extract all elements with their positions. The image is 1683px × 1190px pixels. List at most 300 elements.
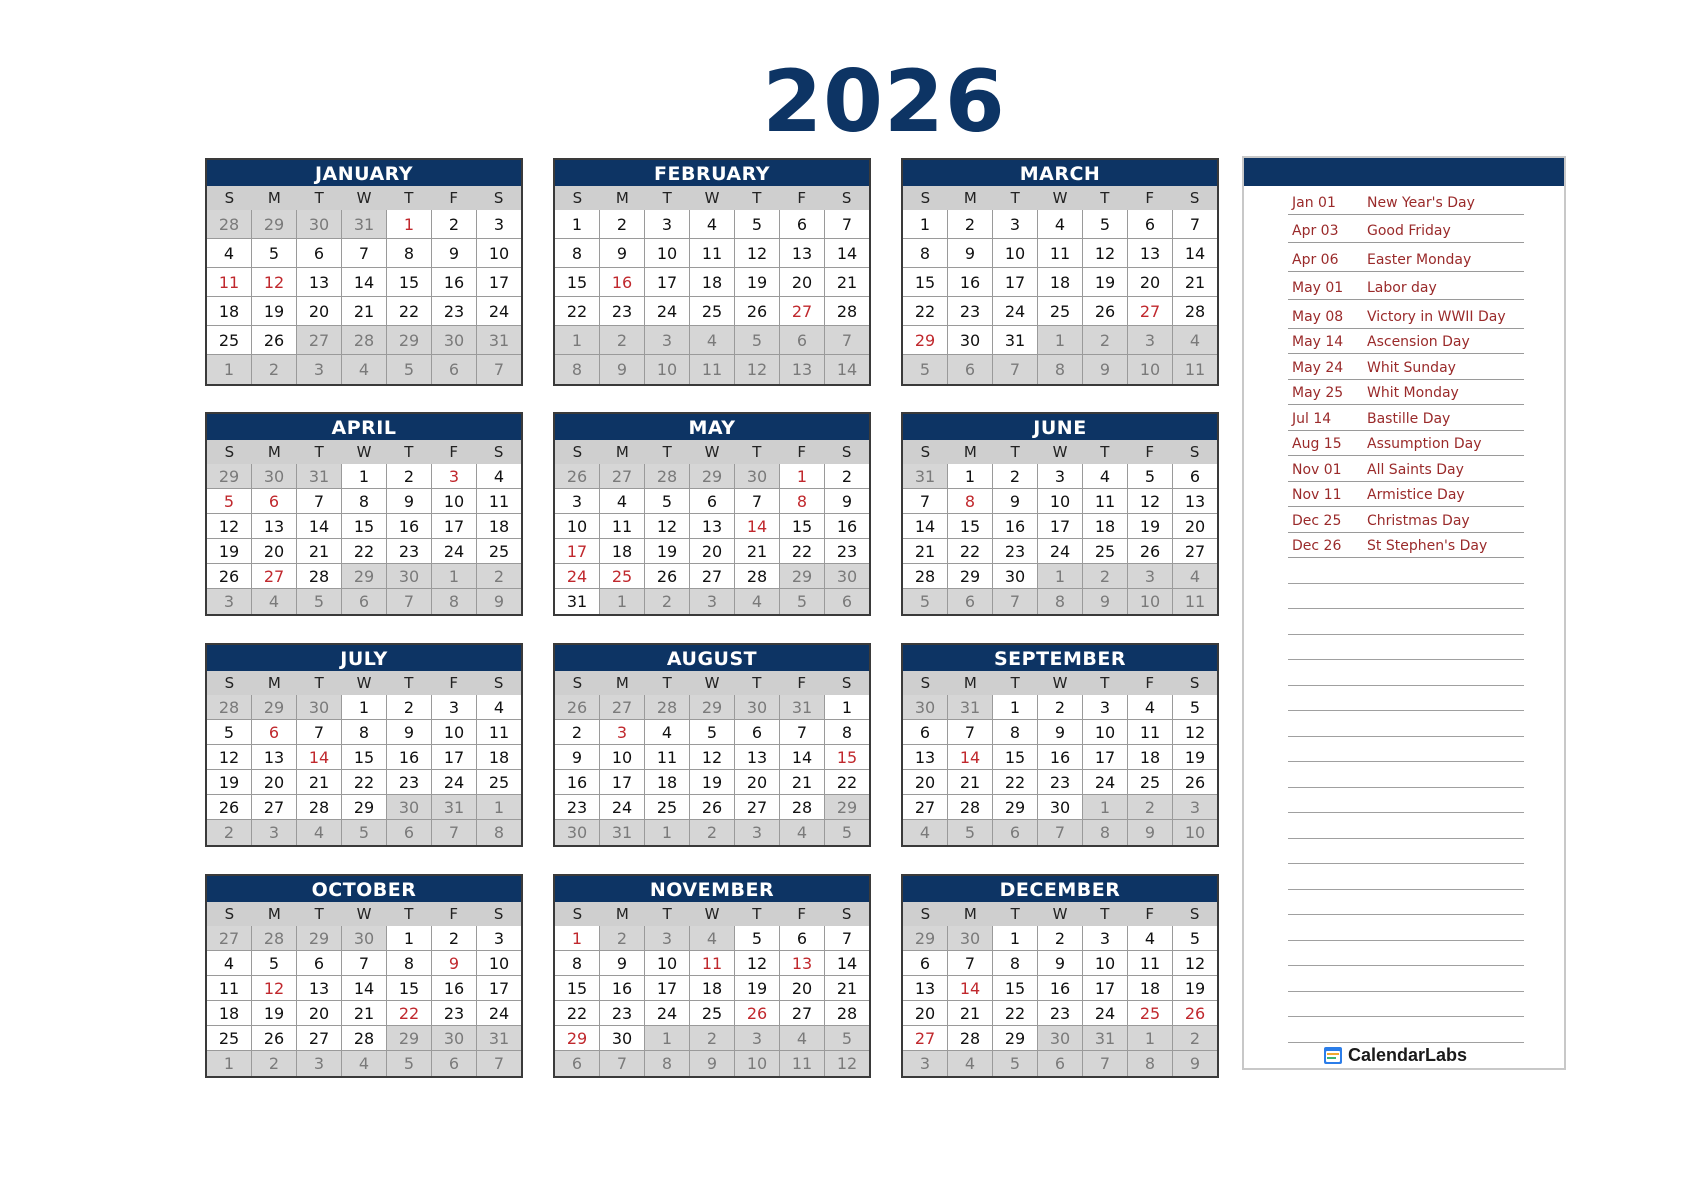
day-cell: 26 (252, 1026, 297, 1051)
day-cell: 16 (555, 770, 600, 795)
day-cell-other-month: 5 (948, 820, 993, 845)
day-cell-other-month: 5 (780, 589, 825, 614)
weekday-label: T (1010, 905, 1020, 923)
weekday-label: W (356, 443, 372, 461)
day-cell: 9 (600, 239, 645, 268)
day-cell-other-month: 7 (1038, 820, 1083, 845)
holiday-row (1288, 507, 1524, 533)
day-cell: 8 (993, 720, 1038, 745)
day-cell: 11 (645, 745, 690, 770)
week-row (207, 770, 521, 795)
holiday-name: Whit Sunday (1367, 359, 1456, 376)
day-cell: 28 (297, 795, 342, 820)
week-row (555, 564, 869, 589)
weekday-label: S (1189, 443, 1200, 461)
day-cell-other-month: 1 (645, 1026, 690, 1051)
day-cell: 29 (993, 1026, 1038, 1051)
month-december (901, 874, 1219, 1078)
day-cell-other-month: 30 (432, 1026, 477, 1051)
day-cell-other-month: 6 (555, 1051, 600, 1076)
week-row (207, 239, 521, 268)
week-row (903, 539, 1217, 564)
day-cell-other-month: 29 (690, 695, 735, 720)
day-cell: 2 (1038, 695, 1083, 720)
day-cell: 30 (600, 1026, 645, 1051)
day-cell-other-month: 5 (735, 326, 780, 355)
day-cell: 24 (600, 795, 645, 820)
day-cell-other-month: 27 (600, 695, 645, 720)
day-cell-other-month: 29 (252, 210, 297, 239)
month-title: APRIL (207, 414, 521, 440)
day-cell: 1 (342, 464, 387, 489)
day-cell-other-month: 5 (387, 355, 432, 384)
day-cell-holiday: 29 (555, 1026, 600, 1051)
day-cell: 22 (993, 770, 1038, 795)
week-row (555, 297, 869, 326)
day-cell-other-month: 3 (1173, 795, 1217, 820)
day-cell: 16 (1038, 976, 1083, 1001)
blank-note-line (1288, 711, 1524, 737)
day-cell: 17 (1038, 514, 1083, 539)
day-cell-other-month: 28 (207, 210, 252, 239)
day-cell: 10 (600, 745, 645, 770)
day-cell: 24 (993, 297, 1038, 326)
month-january (205, 158, 523, 386)
weekday-header-row (207, 440, 521, 464)
day-cell-other-month: 28 (645, 695, 690, 720)
year-title: 2026 (762, 52, 1006, 152)
day-cell: 11 (1128, 720, 1173, 745)
day-cell-other-month: 8 (1038, 589, 1083, 614)
day-cell: 18 (1128, 745, 1173, 770)
day-cell: 14 (825, 951, 869, 976)
week-row (555, 695, 869, 720)
day-cell-other-month: 29 (903, 926, 948, 951)
month-september (901, 643, 1219, 847)
week-row (903, 770, 1217, 795)
holiday-date: May 25 (1292, 385, 1344, 401)
month-april (205, 412, 523, 616)
day-cell-other-month: 29 (690, 464, 735, 489)
weekday-label: W (356, 674, 372, 692)
day-cell-other-month: 5 (903, 589, 948, 614)
day-cell: 26 (207, 795, 252, 820)
day-cell: 8 (825, 720, 869, 745)
day-cell-other-month: 2 (1083, 564, 1128, 589)
holiday-row (1288, 380, 1524, 406)
weekday-label: S (920, 674, 931, 692)
weekday-label: F (449, 674, 459, 692)
day-cell: 25 (1038, 297, 1083, 326)
day-cell: 8 (555, 951, 600, 976)
blank-note-line (1288, 890, 1524, 916)
day-cell: 24 (1083, 1001, 1128, 1026)
day-cell: 3 (432, 695, 477, 720)
week-row (903, 589, 1217, 614)
day-cell-other-month: 6 (948, 355, 993, 384)
weekday-label: S (1189, 189, 1200, 207)
day-cell: 11 (477, 720, 521, 745)
day-cell: 6 (780, 926, 825, 951)
week-row (555, 355, 869, 384)
day-cell: 24 (477, 1001, 521, 1026)
weekday-label: S (920, 905, 931, 923)
week-row (903, 514, 1217, 539)
weekday-label: S (841, 443, 852, 461)
day-cell: 22 (993, 1001, 1038, 1026)
week-row (555, 539, 869, 564)
day-cell: 17 (477, 268, 521, 297)
day-cell-other-month: 9 (477, 589, 521, 614)
weekday-label: S (1189, 905, 1200, 923)
day-cell: 7 (297, 720, 342, 745)
day-cell: 18 (690, 976, 735, 1001)
month-march (901, 158, 1219, 386)
week-row (555, 951, 869, 976)
day-cell-other-month: 26 (555, 695, 600, 720)
holiday-name: Good Friday (1367, 223, 1451, 239)
day-cell-other-month: 3 (690, 589, 735, 614)
day-cell: 2 (387, 695, 432, 720)
month-title: AUGUST (555, 645, 869, 671)
weekday-label: S (493, 443, 504, 461)
weekday-label: S (572, 674, 583, 692)
weekday-label: W (704, 674, 720, 692)
day-cell: 10 (1083, 720, 1128, 745)
weekday-label: F (449, 189, 459, 207)
day-cell-other-month: 4 (1173, 564, 1217, 589)
day-cell-other-month: 6 (948, 589, 993, 614)
day-cell: 1 (825, 695, 869, 720)
day-cell: 28 (735, 564, 780, 589)
day-cell-other-month: 4 (903, 820, 948, 845)
week-row (555, 745, 869, 770)
week-row (207, 926, 521, 951)
day-cell-other-month: 6 (1038, 1051, 1083, 1076)
day-cell: 17 (432, 514, 477, 539)
day-cell: 5 (207, 720, 252, 745)
day-cell-holiday: 3 (432, 464, 477, 489)
day-cell-other-month: 2 (252, 355, 297, 384)
day-cell-holiday: 1 (780, 464, 825, 489)
day-cell: 6 (297, 951, 342, 976)
day-cell: 26 (1083, 297, 1128, 326)
day-cell: 18 (690, 268, 735, 297)
blank-note-line (1288, 915, 1524, 941)
day-cell: 11 (1083, 489, 1128, 514)
day-cell: 20 (1173, 514, 1217, 539)
day-cell: 28 (1173, 297, 1217, 326)
day-cell: 9 (432, 239, 477, 268)
day-cell: 19 (1173, 745, 1217, 770)
holiday-row (1288, 272, 1524, 301)
day-cell: 10 (477, 951, 521, 976)
month-november (553, 874, 871, 1078)
day-cell: 20 (1128, 268, 1173, 297)
day-cell: 2 (1038, 926, 1083, 951)
day-cell-other-month: 4 (948, 1051, 993, 1076)
day-cell: 19 (1173, 976, 1217, 1001)
day-cell-other-month: 11 (1173, 355, 1217, 384)
day-cell-other-month: 7 (432, 820, 477, 845)
day-cell: 24 (1083, 770, 1128, 795)
holiday-date: Dec 25 (1292, 512, 1342, 529)
day-cell-other-month: 2 (252, 1051, 297, 1076)
holiday-row (1288, 431, 1524, 457)
weekday-label: T (314, 905, 324, 923)
day-cell: 15 (948, 514, 993, 539)
day-cell: 4 (1128, 695, 1173, 720)
day-cell-holiday: 25 (1128, 1001, 1173, 1026)
day-cell-other-month: 3 (735, 1026, 780, 1051)
day-cell: 5 (735, 926, 780, 951)
day-cell: 21 (342, 297, 387, 326)
day-cell: 6 (690, 489, 735, 514)
weekday-label: W (1052, 189, 1068, 207)
holiday-row (1288, 300, 1524, 329)
month-february (553, 158, 871, 386)
day-cell-other-month: 9 (1083, 589, 1128, 614)
day-cell: 24 (645, 1001, 690, 1026)
day-cell: 22 (387, 297, 432, 326)
day-cell: 15 (780, 514, 825, 539)
day-cell-other-month: 2 (477, 564, 521, 589)
day-cell: 15 (387, 268, 432, 297)
blank-note-line (1288, 992, 1524, 1018)
weekday-label: T (1100, 674, 1110, 692)
day-cell: 17 (993, 268, 1038, 297)
day-cell: 8 (387, 951, 432, 976)
weekday-label: T (404, 443, 414, 461)
day-cell-holiday: 14 (297, 745, 342, 770)
day-cell: 20 (780, 976, 825, 1001)
day-cell: 5 (1128, 464, 1173, 489)
day-cell: 11 (1038, 239, 1083, 268)
day-cell: 2 (387, 464, 432, 489)
holiday-date: May 01 (1292, 280, 1344, 296)
day-cell: 15 (903, 268, 948, 297)
day-cell: 13 (1128, 239, 1173, 268)
week-row (207, 355, 521, 384)
weekday-label: M (615, 189, 629, 207)
weekday-label: F (1145, 905, 1155, 923)
week-row (555, 268, 869, 297)
day-cell-holiday: 17 (555, 539, 600, 564)
day-cell: 6 (903, 720, 948, 745)
day-cell-other-month: 4 (735, 589, 780, 614)
day-cell-other-month: 27 (297, 326, 342, 355)
day-cell-holiday: 27 (780, 297, 825, 326)
day-cell: 23 (600, 1001, 645, 1026)
day-cell-holiday: 6 (252, 489, 297, 514)
week-row (207, 745, 521, 770)
day-cell: 9 (387, 489, 432, 514)
day-cell-holiday: 24 (555, 564, 600, 589)
day-cell-other-month: 1 (600, 589, 645, 614)
day-cell-other-month: 6 (780, 326, 825, 355)
weekday-label: S (572, 905, 583, 923)
weekday-label: T (662, 189, 672, 207)
day-cell: 20 (735, 770, 780, 795)
weekday-label: S (224, 905, 235, 923)
day-cell: 24 (477, 297, 521, 326)
day-cell: 27 (690, 564, 735, 589)
day-cell-other-month: 7 (477, 355, 521, 384)
day-cell: 1 (555, 210, 600, 239)
week-row (555, 239, 869, 268)
day-cell: 27 (252, 795, 297, 820)
weekday-header-row (207, 902, 521, 926)
day-cell: 8 (342, 720, 387, 745)
day-cell-holiday: 27 (903, 1026, 948, 1051)
day-cell: 7 (297, 489, 342, 514)
month-title: MAY (555, 414, 869, 440)
week-row (903, 1026, 1217, 1051)
day-cell-other-month: 4 (690, 326, 735, 355)
week-row (555, 514, 869, 539)
day-cell-other-month: 8 (555, 355, 600, 384)
day-cell: 21 (342, 1001, 387, 1026)
holiday-date: Apr 06 (1292, 251, 1339, 268)
day-cell: 3 (993, 210, 1038, 239)
week-row (903, 355, 1217, 384)
weekday-label: F (797, 905, 807, 923)
day-cell: 6 (735, 720, 780, 745)
week-row (555, 720, 869, 745)
day-cell-other-month: 30 (297, 210, 342, 239)
day-cell-other-month: 30 (735, 464, 780, 489)
weekday-label: T (1010, 674, 1020, 692)
day-cell: 23 (387, 539, 432, 564)
day-cell-other-month: 4 (342, 1051, 387, 1076)
day-cell: 31 (555, 589, 600, 614)
day-cell: 18 (600, 539, 645, 564)
day-cell: 28 (342, 1026, 387, 1051)
day-cell: 11 (207, 976, 252, 1001)
day-cell: 29 (993, 795, 1038, 820)
day-cell-other-month: 30 (735, 695, 780, 720)
weekday-label: S (493, 905, 504, 923)
day-cell-other-month: 4 (690, 926, 735, 951)
day-cell: 23 (1038, 1001, 1083, 1026)
weekday-header-row (903, 902, 1217, 926)
day-cell-holiday: 3 (600, 720, 645, 745)
day-cell: 16 (387, 514, 432, 539)
week-row (207, 1001, 521, 1026)
day-cell: 13 (690, 514, 735, 539)
week-row (207, 589, 521, 614)
day-cell-other-month: 4 (297, 820, 342, 845)
holiday-row (1288, 405, 1524, 431)
weekday-label: M (267, 443, 281, 461)
blank-note-line (1288, 941, 1524, 967)
week-row (207, 268, 521, 297)
day-cell-holiday: 9 (432, 951, 477, 976)
day-cell-holiday: 14 (948, 745, 993, 770)
week-row (903, 564, 1217, 589)
month-august (553, 643, 871, 847)
day-cell: 19 (207, 770, 252, 795)
day-cell: 2 (600, 210, 645, 239)
day-cell: 17 (477, 976, 521, 1001)
day-cell: 30 (993, 564, 1038, 589)
day-cell: 8 (342, 489, 387, 514)
day-cell: 20 (903, 770, 948, 795)
weekday-label: T (404, 189, 414, 207)
holiday-name: Labor day (1367, 280, 1437, 296)
day-cell-holiday: 8 (780, 489, 825, 514)
day-cell: 26 (1128, 539, 1173, 564)
day-cell: 17 (645, 268, 690, 297)
day-cell: 17 (645, 976, 690, 1001)
day-cell: 19 (690, 770, 735, 795)
day-cell: 5 (735, 210, 780, 239)
day-cell-other-month: 11 (780, 1051, 825, 1076)
day-cell: 25 (477, 539, 521, 564)
day-cell-other-month: 1 (645, 820, 690, 845)
day-cell-other-month: 11 (690, 355, 735, 384)
day-cell-other-month: 29 (342, 564, 387, 589)
blank-note-line (1288, 762, 1524, 788)
day-cell-other-month: 31 (780, 695, 825, 720)
day-cell-holiday: 6 (252, 720, 297, 745)
day-cell-other-month: 9 (1083, 355, 1128, 384)
day-cell: 29 (342, 795, 387, 820)
day-cell-other-month: 9 (1128, 820, 1173, 845)
day-cell-holiday: 22 (387, 1001, 432, 1026)
weekday-header-row (555, 671, 869, 695)
month-june (901, 412, 1219, 616)
holiday-date: May 08 (1292, 308, 1344, 325)
day-cell-other-month: 5 (297, 589, 342, 614)
day-cell: 21 (948, 1001, 993, 1026)
weekday-header-row (555, 440, 869, 464)
day-cell: 12 (207, 745, 252, 770)
day-cell: 5 (252, 951, 297, 976)
day-cell: 20 (252, 539, 297, 564)
weekday-label: W (1052, 905, 1068, 923)
weekday-label: T (752, 674, 762, 692)
weekday-label: T (1100, 443, 1110, 461)
day-cell-other-month: 12 (825, 1051, 869, 1076)
day-cell-other-month: 2 (1083, 326, 1128, 355)
blank-note-line (1288, 813, 1524, 839)
week-row (207, 695, 521, 720)
weekday-label: M (963, 674, 977, 692)
day-cell: 27 (735, 795, 780, 820)
day-cell-holiday: 11 (207, 268, 252, 297)
brand-logo (1322, 1044, 1467, 1066)
day-cell: 11 (477, 489, 521, 514)
day-cell-other-month: 4 (1173, 326, 1217, 355)
day-cell-other-month: 4 (780, 1026, 825, 1051)
day-cell: 15 (555, 976, 600, 1001)
holiday-row (1288, 243, 1524, 272)
day-cell: 20 (903, 1001, 948, 1026)
day-cell: 4 (1083, 464, 1128, 489)
day-cell: 24 (1038, 539, 1083, 564)
month-may (553, 412, 871, 616)
day-cell: 18 (645, 770, 690, 795)
day-cell-other-month: 30 (555, 820, 600, 845)
weekday-label: S (493, 189, 504, 207)
day-cell-other-month: 10 (1128, 355, 1173, 384)
day-cell: 15 (387, 976, 432, 1001)
weekday-label: S (1189, 674, 1200, 692)
day-cell-holiday: 5 (207, 489, 252, 514)
day-cell: 18 (477, 514, 521, 539)
day-cell: 28 (948, 795, 993, 820)
